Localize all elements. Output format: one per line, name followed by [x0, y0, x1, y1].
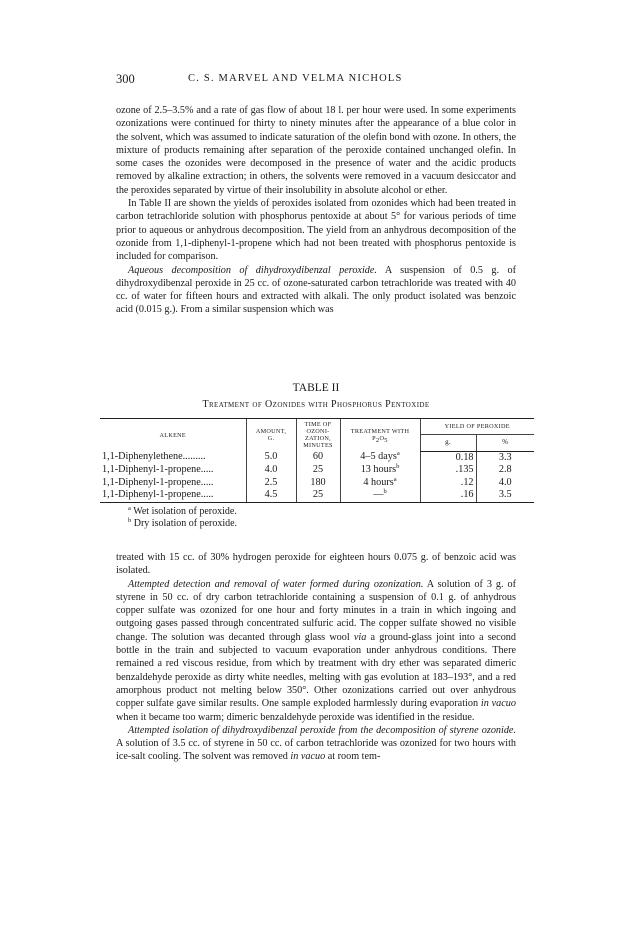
- peroxide-yield-table: [100, 418, 534, 503]
- paragraph: [116, 197, 516, 263]
- table-row: [100, 464, 534, 477]
- table-row: [100, 477, 534, 490]
- cell-yield-percent: 4.0: [476, 477, 534, 490]
- page-header: [116, 72, 516, 86]
- table-footnotes: [128, 506, 237, 530]
- paragraph: [116, 551, 516, 578]
- footnote-mark: b: [396, 463, 400, 470]
- col-header-percent: %: [476, 435, 534, 451]
- text-run: In Table II are shown the yields of peroxides isolated from ozonides which had been treated in carbon tetrachloride solution with phosphorus pentoxide at about 5° for various periods of time prior to aqueous or anhydrous decomposition. The yield from an anhydrous decomposition of the ozonide from 1,1-diphenyl-1-propene which had not been treated with phosphorus pentoxide is included for comparison.: [116, 198, 516, 263]
- footnote: [128, 506, 237, 518]
- italic-text: in vacuo: [290, 751, 326, 763]
- paragraph: [116, 264, 516, 317]
- paragraph: [116, 724, 516, 764]
- italic-text: Aqueous decomposition of dihydroxydibenzal peroxide.: [128, 264, 377, 276]
- paragraph: [116, 104, 516, 197]
- table-row: [100, 489, 534, 502]
- italic-text: in vacuo: [480, 698, 516, 710]
- cell-alkene: 1,1-Diphenyl-1-propene.....: [102, 464, 214, 475]
- footnote-mark: a: [128, 505, 131, 512]
- cell-time: 180: [296, 477, 340, 490]
- paragraph: [116, 578, 516, 724]
- footnote-text: Dry isolation of peroxide.: [131, 518, 238, 529]
- page-number: 300: [116, 72, 135, 86]
- col-header-amount: AMOUNT, G.: [246, 419, 296, 452]
- col-header-yield: YIELD OF PEROXIDE: [420, 419, 534, 435]
- cell-yield-percent: 3.5: [476, 489, 534, 502]
- running-head: C. S. MARVEL AND VELMA NICHOLS: [188, 73, 403, 84]
- text-run: treated with 15 cc. of 30% hydrogen peroxide for eighteen hours 0.075 g. of benzoic acid was isolated.: [116, 552, 516, 577]
- footnote-mark: b: [383, 488, 387, 495]
- col-header-grams: g.: [420, 435, 476, 451]
- cell-alkene: 1,1-Diphenylethene.........: [102, 451, 206, 463]
- cell-yield-percent: 2.8: [476, 464, 534, 477]
- cell-yield-grams: .135: [420, 464, 476, 477]
- text-run: a ground-glass joint into a second bottle in the train and subjected to vacuum evaporation under anhydrous conditions. There remained a red viscous residue, from which by treatment with dry ether was separated dimeric benzaldehyde peroxide as dirty white needles, melting with gas evolution at 183–193°, and a red amorphous product not melting below 350°. Other ozonizations carried out over anhydrous copper sulfate gave similar results. One sample exploded harmlessly during evaporation: [116, 631, 516, 710]
- table-caption: Treatment of Ozonides with Phosphorus Pentoxide: [202, 399, 430, 410]
- body-text-top: [116, 104, 516, 317]
- cell-amount: 5.0: [246, 451, 296, 464]
- col-header-time: TIME OF OZONI- ZATION, MINUTES: [296, 419, 340, 452]
- cell-alkene: 1,1-Diphenyl-1-propene.....: [102, 476, 214, 488]
- footnote: [128, 518, 237, 530]
- cell-treatment: 4 hours$^a$: [340, 477, 420, 490]
- footnote-mark: a: [393, 475, 397, 483]
- col-header-alkene: ALKENE: [100, 419, 246, 452]
- body-text-bottom: [116, 551, 516, 764]
- cell-time: 60: [296, 451, 340, 464]
- footnote-text: Wet isolation of peroxide.: [130, 506, 237, 517]
- cell-time: 25: [296, 464, 340, 477]
- text-run: A solution of 3 g. of styrene in 50 cc. of dry carbon tetrachloride containing a suspension of 0.1 g. of anhydrous copper sulfate was ozonized for one hour and forty minutes in a train in which ingoing and outgoing gases passed through concentrated sulfuric acid. The copper sulfate showed no visible change. The solution was decanted through glass wool: [116, 578, 516, 643]
- italic-text: Attempted isolation of dihydroxydibenzal peroxide from the decomposition of styrene ozonide.: [128, 724, 516, 736]
- table-title: TABLE II: [292, 382, 340, 394]
- text-run: A suspension of 0.5 g. of dihydroxydibenzal peroxide in 25 cc. of ozone-saturated carbon tetrachloride was treated with 40 cc. of water for fifteen hours and extracted with alkali. The only product isolated was benzoic acid (0.015 g.). From a similar suspension which was: [116, 264, 516, 316]
- table-row: [100, 451, 534, 464]
- italic-text: via: [353, 631, 367, 643]
- col-header-treatment: TREATMENT WITH P2O5: [340, 419, 420, 452]
- text-run: at room tem-: [325, 751, 381, 763]
- text-run: A solution of 3.5 cc. of styrene in 50 cc. of carbon tetrachloride was ozonized for two hours with ice-salt cooling. The solvent was removed: [116, 738, 516, 763]
- cell-time: 25: [296, 489, 340, 502]
- footnote-mark: a: [396, 450, 400, 458]
- text-run: ozone of 2.5–3.5% and a rate of gas flow of about 18 l. per hour were used. In some experiments ozonizations were continued for thirty to ninety minutes after the appearance of a blue color in the solvent, which was assumed to indicate saturation of the olefin bond with ozone. In others, the mixture of products remaining after separation of the peroxide contained unchanged olefin. In some cases the ozonides were decomposed in the presence of water and the acidic products removed by alkaline extraction; in others, the solvents were removed in a vacuum desiccator and the peroxides separated by virtue of their insolubility in absolute alcohol or ether.: [116, 105, 516, 196]
- footnote-mark: b: [128, 517, 132, 524]
- cell-yield-grams: .16: [420, 489, 476, 502]
- text-run: when it became too warm; dimeric benzaldehyde peroxide was identified in the residue.: [116, 711, 475, 723]
- cell-treatment: 13 hours$^b$: [340, 464, 420, 477]
- cell-treatment: 4–5 days$^a$: [340, 451, 420, 464]
- cell-alkene: 1,1-Diphenyl-1-propene.....: [100, 489, 246, 502]
- cell-amount: 2.5: [246, 477, 296, 490]
- cell-yield-grams: .12: [420, 477, 476, 490]
- italic-text: Attempted detection and removal of water formed during ozonization.: [128, 578, 424, 590]
- cell-yield-percent: 3.3: [476, 451, 534, 464]
- cell-amount: 4.5: [246, 489, 296, 502]
- cell-treatment: —$^b$: [340, 489, 420, 502]
- cell-amount: 4.0: [246, 464, 296, 477]
- cell-yield-grams: 0.18: [420, 451, 476, 464]
